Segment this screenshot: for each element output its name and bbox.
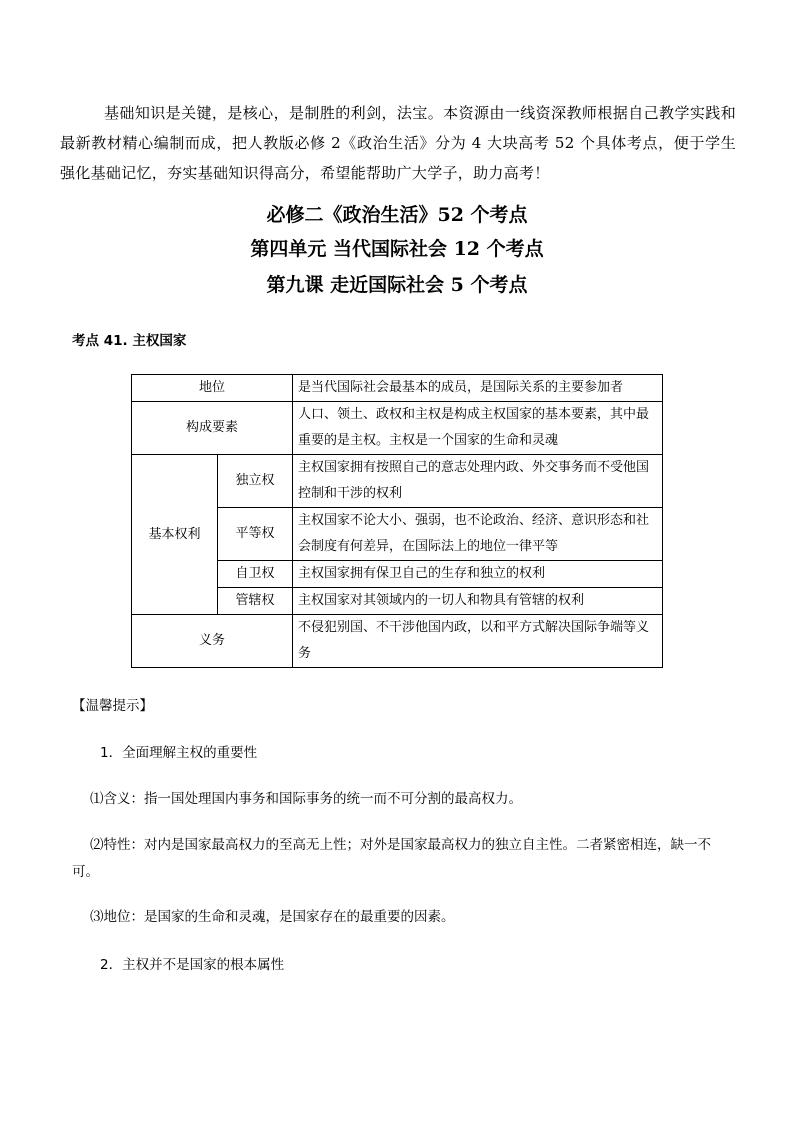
- cell-right-name: 管辖权: [218, 588, 293, 615]
- table-row: [132, 375, 663, 402]
- cell-label-status: 地位: [132, 375, 293, 402]
- sovereign-state-table: [131, 374, 663, 668]
- intro-paragraph: 基础知识是关键，是核心，是制胜的利剑，法宝。本资源由一线资深教师根据自己教学实践和最新教材精心编制而成，把人教版必修 2《政治生活》分为 4 大块高考 52 个具体考点，便于学生强化基础记忆，夯实基础知识得高分，希望能帮助广大学子，助力高考！: [60, 104, 736, 182]
- table-row: [132, 455, 663, 508]
- table-row: [132, 615, 663, 668]
- tip-meaning: ⑴含义：指一国处理国内事务和国际事务的统一而不可分割的最高权力。: [90, 791, 522, 807]
- cell-right-name: 自卫权: [218, 561, 293, 588]
- title-unit: 第四单元 当代国际社会 12 个考点: [250, 238, 544, 260]
- cell-label-duty: 义务: [132, 615, 293, 668]
- cell-right-desc: 主权国家对其领域内的一切人和物具有管辖的权利: [293, 588, 663, 615]
- cell-label-rights: 基本权利: [132, 455, 218, 615]
- tip-point-1: 1．全面理解主权的重要性: [100, 745, 258, 761]
- tip-point-2: 2．主权并不是国家的根本属性: [100, 957, 285, 973]
- title-lesson: 第九课 走近国际社会 5 个考点: [266, 274, 528, 296]
- tip-status: ⑶地位：是国家的生命和灵魂，是国家存在的最重要的因素。: [90, 909, 455, 925]
- cell-right-desc: 主权国家拥有保卫自己的生存和独立的权利: [293, 561, 663, 588]
- section-heading: 考点 41. 主权国家: [72, 333, 187, 349]
- cell-right-desc: 主权国家拥有按照自己的意志处理内政、外交事务而不受他国控制和干涉的权利: [293, 455, 663, 508]
- cell-right-desc: 主权国家不论大小、强弱，也不论政治、经济、意识形态和社会制度有何差异，在国际法上的地位一律平等: [293, 508, 663, 561]
- tips-title: 【温馨提示】: [72, 698, 153, 714]
- table-row: [132, 402, 663, 455]
- cell-label-elements: 构成要素: [132, 402, 293, 455]
- tip-characteristics: ⑵特性：对内是国家最高权力的至高无上性；对外是国家最高权力的独立自主性。二者紧密相连，缺一不可。: [72, 837, 711, 880]
- cell-value-elements: 人口、领土、政权和主权是构成主权国家的基本要素，其中最重要的是主权。主权是一个国家的生命和灵魂: [293, 402, 663, 455]
- cell-right-name: 平等权: [218, 508, 293, 561]
- title-compulsory: 必修二《政治生活》52 个考点: [266, 204, 528, 226]
- cell-right-name: 独立权: [218, 455, 293, 508]
- cell-value-duty: 不侵犯别国、不干涉他国内政，以和平方式解决国际争端等义务: [293, 615, 663, 668]
- cell-value-status: 是当代国际社会最基本的成员，是国际关系的主要参加者: [293, 375, 663, 402]
